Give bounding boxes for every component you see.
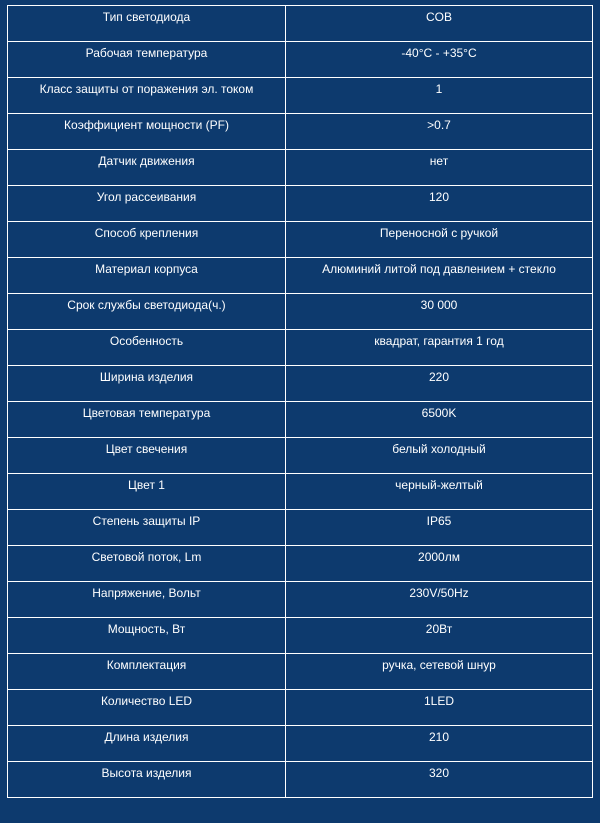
spec-value: черный-желтый (286, 474, 593, 510)
table-row (8, 330, 593, 366)
spec-value: 230V/50Hz (286, 582, 593, 618)
spec-value: IP65 (286, 510, 593, 546)
spec-value: 30 000 (286, 294, 593, 330)
spec-name: Материал корпуса (8, 258, 286, 294)
spec-name: Степень защиты IP (8, 510, 286, 546)
spec-name: Мощность, Вт (8, 618, 286, 654)
spec-value: 2000лм (286, 546, 593, 582)
table-row (8, 6, 593, 42)
table-row (8, 42, 593, 78)
table-row (8, 618, 593, 654)
spec-name: Цвет свечения (8, 438, 286, 474)
spec-name: Напряжение, Вольт (8, 582, 286, 618)
spec-name: Комплектация (8, 654, 286, 690)
spec-value: >0.7 (286, 114, 593, 150)
spec-name: Особенность (8, 330, 286, 366)
table-row (8, 438, 593, 474)
spec-value: белый холодный (286, 438, 593, 474)
spec-name: Цветовая температура (8, 402, 286, 438)
spec-name: Коэффициент мощности (PF) (8, 114, 286, 150)
table-row (8, 762, 593, 798)
table-row (8, 474, 593, 510)
spec-name: Световой поток, Lm (8, 546, 286, 582)
spec-name: Количество LED (8, 690, 286, 726)
spec-name: Ширина изделия (8, 366, 286, 402)
table-row (8, 726, 593, 762)
spec-value: 320 (286, 762, 593, 798)
spec-name: Длина изделия (8, 726, 286, 762)
spec-name: Класс защиты от поражения эл. током (8, 78, 286, 114)
spec-value: 210 (286, 726, 593, 762)
spec-name: Цвет 1 (8, 474, 286, 510)
spec-name: Рабочая температура (8, 42, 286, 78)
table-row (8, 582, 593, 618)
table-row (8, 690, 593, 726)
spec-value: Переносной с ручкой (286, 222, 593, 258)
table-row (8, 150, 593, 186)
table-row (8, 510, 593, 546)
spec-name: Высота изделия (8, 762, 286, 798)
spec-value: -40°C - +35°C (286, 42, 593, 78)
spec-value: нет (286, 150, 593, 186)
spec-name: Датчик движения (8, 150, 286, 186)
spec-name: Срок службы светодиода(ч.) (8, 294, 286, 330)
spec-value: Алюминий литой под давлением + стекло (286, 258, 593, 294)
table-row (8, 186, 593, 222)
table-row (8, 78, 593, 114)
spec-value: квадрат, гарантия 1 год (286, 330, 593, 366)
spec-value: 1 (286, 78, 593, 114)
spec-value: 220 (286, 366, 593, 402)
table-row (8, 114, 593, 150)
spec-value: 1LED (286, 690, 593, 726)
table-row (8, 222, 593, 258)
spec-value: ручка, сетевой шнур (286, 654, 593, 690)
table-row (8, 654, 593, 690)
spec-name: Способ крепления (8, 222, 286, 258)
spec-value: 120 (286, 186, 593, 222)
spec-value: 6500K (286, 402, 593, 438)
table-row (8, 294, 593, 330)
table-row (8, 546, 593, 582)
spec-value: COB (286, 6, 593, 42)
spec-value: 20Вт (286, 618, 593, 654)
table-row (8, 366, 593, 402)
spec-name: Тип светодиода (8, 6, 286, 42)
table-row (8, 402, 593, 438)
spec-name: Угол рассеивания (8, 186, 286, 222)
table-row (8, 258, 593, 294)
spec-table (7, 5, 593, 798)
